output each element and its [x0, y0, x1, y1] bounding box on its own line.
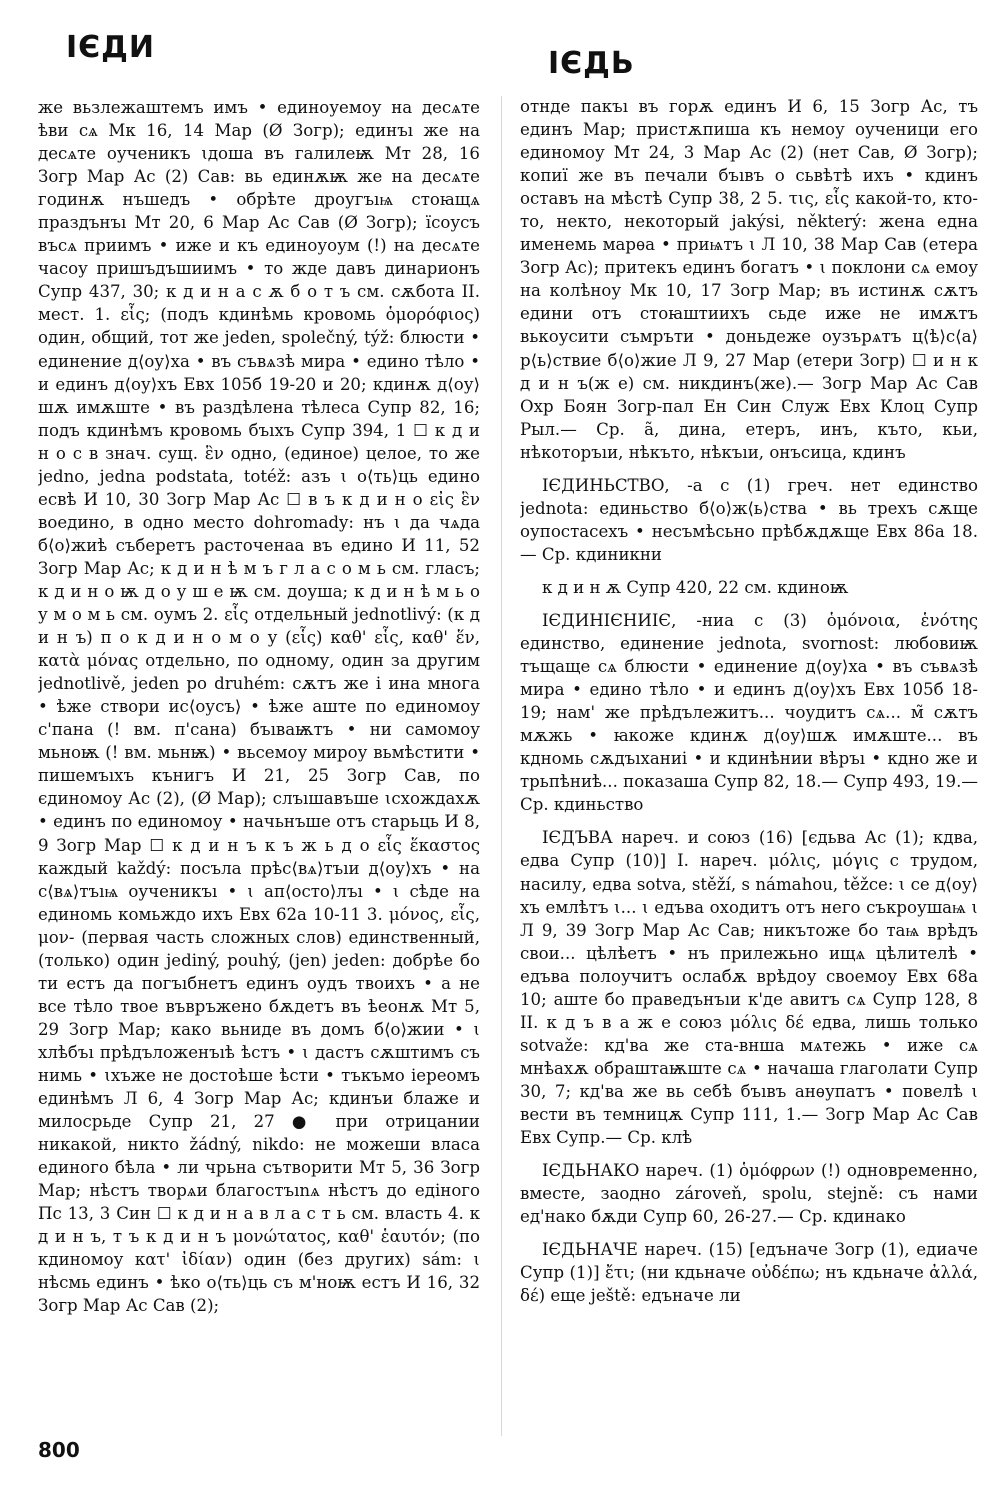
entry-jedva: ІЄДЪВА нареч. и союз (16) [єдьва Ас (1); кдва, едва Супр (10)] I. нареч. μόλις, μόγις с трудом, насилу, едва sotva, stěží, s námahou, těžce: ꙇ се д⟨оу⟩хъ емлѣтъ ꙇ... ꙇ едъва оходитъ отъ него съкроушаѩ ꙇ Л 9, 39 Зогр Мар Ас Сав; никътоже бо таѩ врѣдъ свои... цѣлѣетъ • нъ прилежьно ищѧ цѣлителѣ • едъва полоучитъ ослабѫ врѣдоу своемоу Евх 68а 10; аште бо праведънъıи к'де авитъ сѧ Супр 128, 8 II. к д ъ в а ж е союз μόλις δέ едва, лишь только sotvaže: кд'ва же ста-внша мѧтежь • иже сѧ мнѣахѫ обраштаѭште сѧ • начаша глаголати Супр 30, 7; кд'ва же вь себѣ бъıвъ анѳупатъ • повелѣ ꙇ вести въ темницѫ Супр 111, 1.— Зогр Мар Ас Сав Евх Супр.— Ср. клѣ [520, 828, 978, 1148]
entry-jednako: ІЄДЬНАКО нареч. (1) ὁμόφρων (!) одновременно, вместе, заодно zároveň, spolu, stejně: съ нами ед'нако бѫди Супр 60, 26-27.— Ср. кдинако [520, 1161, 978, 1227]
right-column [520, 95, 978, 1475]
entry-jedinenije: ІЄДИНІЄНИІЄ, -ниа с (3) ὁμόνοια, ἑνότης единство, единение jednota, svornost: любовиѭ тъщаще сѧ блюсти • единение д⟨оу⟩ха • въ съвѧзѣ мира • едино тѣло • и единъ д⟨оу⟩хъ Евх 105б 18-19; нам' же прѣдълежитъ... чоудитъ сѧ... м̃ сѫтъ мѫжь • ꙗкоже кдинѫ д⟨оу⟩шѫ имѫште... въ кдномь сѫдъıханиі • и кдинѣнии вѣръı • кдно же и трьпѣниѣ... показаша Супр 82, 18.— Супр 493, 19.— Ср. кдиньство [520, 610, 978, 815]
right-entry-continuation: отнде пакъı въ горѫ единъ И 6, 15 Зогр Ас, тъ единъ Мар; пристѫпиша къ немоу оученици его единомоу Мт 24, 3 Мар Ас (2) (нет Сав, Ø Зогр); копиї же въ печали бъıвъ о сьвѣтѣ ихъ • кдинъ оставъ на мѣстѣ Супр 38, 2 5. τις, εἷς какой-то, кто-то, некто, некоторый jakýsi, některý: жена една именемь марѳа • приѩтъ ꙇ Л 10, 38 Мар Сав (етера Зогр Ас); притекъ единъ богатъ • ꙇ поклони сѧ емоу на колѣноу Мк 10, 17 Зогр Мар; въ истинѫ сѫтъ едини отъ стоꙗштиихъ сьде иже не имѫтъ вькоусити съмръти • доньдеже оузърѧтъ ц⟨ѣ⟩с⟨а⟩р⟨ь⟩ствие б⟨о⟩жие Л 9, 27 Мар (етери Зогр) ☐ и н к д и н ъ(ж е) см. никдинъ(же).— Зогр Мар Ас Сав Охр Боян Зогр-пал Ен Син Служ Евх Клоц Супр Рыл.— Ср. а̃, дина, етеръ, инъ, къто, кьи, нѣкоторъıи, нѣкъто, нѣкъıи, онъсица, кдинъ [520, 97, 978, 462]
entry-jedino-crossref: к д и н ѫ Супр 420, 22 см. кдиноѭ [542, 577, 849, 597]
page-number: 800 [38, 1438, 80, 1462]
column-divider [501, 96, 502, 1436]
left-column-text: же вьзлежаштемъ имъ • единоуемоу на десѧте ѣви сѧ Мк 16, 14 Мар (Ø Зогр); единъı же на десѧте оученикъ ꙇдоша въ галилеѭ Мт 28, 16 Зогр Мар Ас (2) Сав: вь единѫѭ же на десѧте годинѫ нъшедъ • обрѣте дроугъıѩ стоꙗщѧ праздънъı Мт 20, 6 Мар Ас Сав (Ø Зогр); їсоусъ въсѧ приимъ • иже и къ единоуоум (!) на десѧте часоу пришъдъшиимъ • то жде давъ динарионъ Супр 437, 30; к д и н а с ѫ б о т ъ см. сѫбота II. мест. 1. εἷς; (подъ кдинѣмь кровомь ὁμορόφιος) один, общий, тот же jeden, společný, týž: блюсти • единение д⟨оу⟩ха • въ съвѧзѣ мира • едино тѣло • и единъ д⟨оу⟩хъ Евх 105б 19-20 и 20; кдинѫ д⟨оу⟩шѫ имѫште • въ раздѣлена тѣлеса Супр 82, 16; подъ кдинѣмъ кровомь бъıхъ Супр 394, 1 ☐ к д и н о с в знач. сущ. ἓν одно, (единое) целое, то же jedno, jedna podstata, totéž: азъ ꙇ о⟨ть⟩ць едино есвѣ И 10, 30 Зогр Мар Ас ☐ в ъ к д и н о εἰς ἓν воедино, в одно место dohromady: нъ ꙇ да чѧда б⟨о⟩жиѣ съберетъ расточенаа въ едино И 11, 52 Зогр Мар Ас; к д и н ѣ м ъ г л а с о м ь см. гласъ; к д и н о ѭ д о у ш е ѭ см. доуша; к д и н ѣ м ь о у м о м ь см. оумъ 2. εἷς отдельный jednotlivý: (к д и н ъ) п о к д и н о м о у (εἷς) καθ' εἷς, καθ' ἕν, κατὰ μόνας отдельно, по одному, один за другим jednotlivě, jeden po druhém: сѫтъ же і ина многа • ѣже створи ис⟨оусъ⟩ • ѣже аште по единомоу с'пана (! вм. п'сана) бъıваѭтъ • ни самомоу мьноѭ (! вм. мьнѭ) • вьсемоу мироу вьмѣстити • пишемъıхъ кънигъ И 21, 25 Зогр Сав, по єдиномоу Ас (2), (Ø Мар); слъıшавъше ꙇсхождахѫ • единъ по единомоу • начьнъше отъ старьць И 8, 9 Зогр Мар ☐ к д и н ъ к ъ ж ь д о εἷς ἕκαστος каждый každý: посъла прѣс⟨вѧ⟩тъıи д⟨оу⟩хъ • на с⟨вѧ⟩тъıѩ оученикъı • ꙇ ап⟨осто⟩лъı • ꙇ сѣде на единомь комьждо ихъ Евх 62а 10-11 3. μόνος, εἷς, μον- (первая часть сложных слов) единственный, (только) один jediný, pouhý, (jen) jeden: добрѣе бо ти естъ да погъıбнетъ единъ оудъ твоихъ • а не все тѣло твое въвръжено бѫдетъ въ ѣеонѫ Мт 5, 29 Зогр Мар; како вьниде въ домъ б⟨о⟩жии • ꙇ хлѣбъı прѣдъложенъıѣ ѣстъ • ꙇ дастъ сѫштимъ съ нимь • ꙇхъже не достоѣше ѣсти • тъкъмо іереомъ единѣмъ Л 6, 4 Зогр Мар Ас; кдинъи блаже и милосрьде Супр 21, 27 ● при отрицании никакой, никто žádný, nikdo: не можеши власа единого бѣла • ли чрьна сътворити Мт 5, 36 Зогр Мар; нѣстъ творѧи благостъınѧ нѣстъ до едіного Пс 13, 3 Син ☐ к д и н а в л а с т ь см. власть 4. к д и н ъ, т ъ к д и н ъ μονώτατος, καθ' ἑαυτόν; (по кдиномоу κατ' ἰδίαν) один (без других) sám: ꙇ нѣсмь единъ • ѣко о⟨ть⟩ць съ м'ноѭ естъ И 16, 32 Зогр Мар Ас Сав (2); [38, 98, 480, 1316]
running-head-right: ІЄДЬ [548, 46, 635, 81]
running-head-left: ІЄДИ [66, 30, 156, 65]
entry-jednace: ІЄДЬНАЧЕ нареч. (15) [едъначе Зогр (1), едиаче Супр (1)] ἔτι; (ни кдьначе οὐδέπω; нъ кдьначе ἀλλά, δέ) еще ještě: едъначе ли [520, 1240, 978, 1306]
entry-jedinstvo: ІЄДИНЬСТВО, -а с (1) греч. нет единство jednota: единьство б⟨о⟩ж⟨ь⟩ства • вь трехъ сѫще оупостасехъ • несъмѣсьно прѣбѫдѫще Евх 86а 18.— Ср. кдиникни [520, 475, 978, 564]
left-column [38, 96, 480, 1426]
